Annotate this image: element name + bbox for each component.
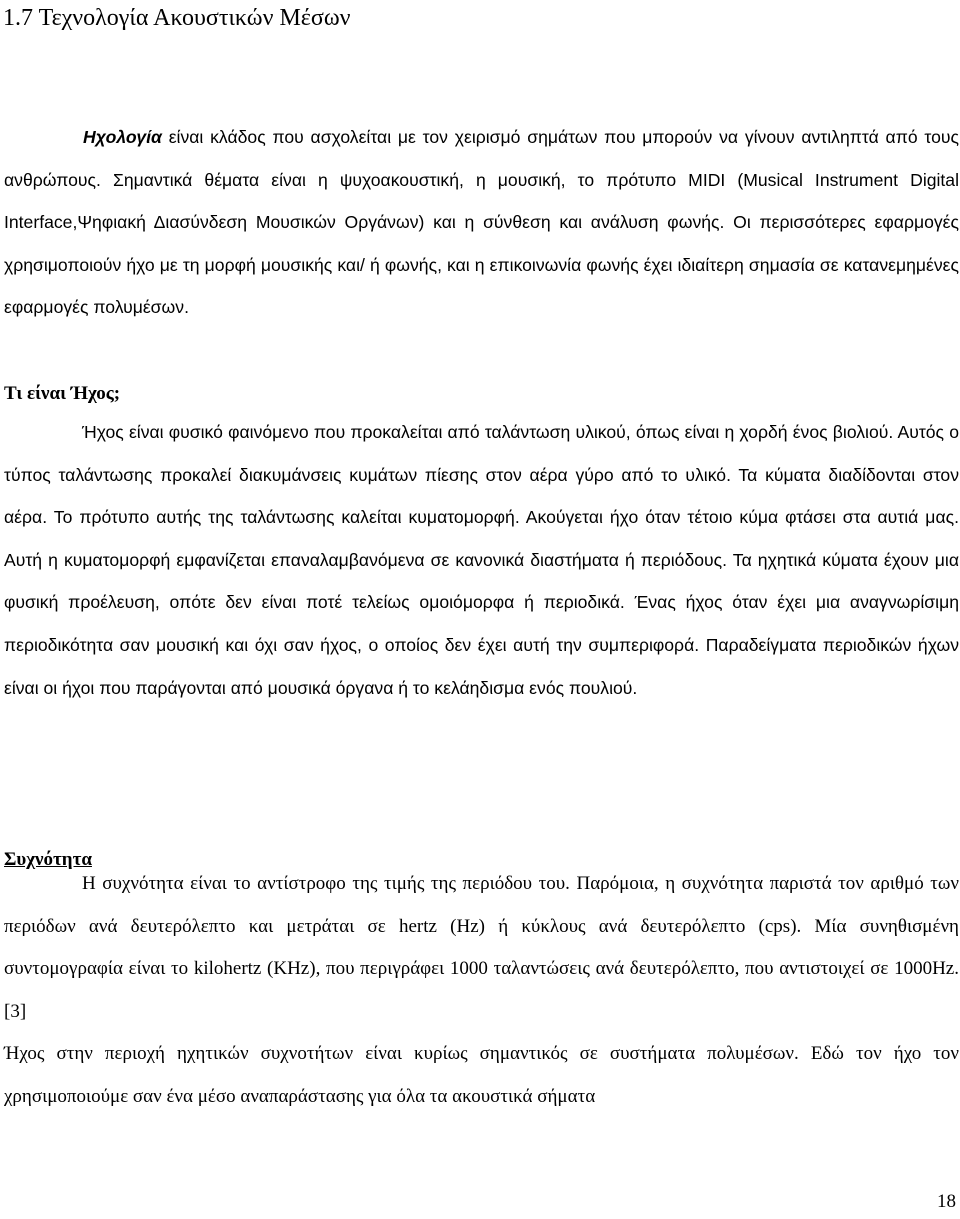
frequency-paragraph-2: Ήχος στην περιοχή ηχητικών συχνοτήτων είναι κυρίως σημαντικός σε συστήματα πολυμέσων. Εδώ τον ήχο τον χρησιμοποιούμε σαν ένα μέσο αναπαράστασης για όλα τα ακουστικά σήματα: [4, 1043, 959, 1107]
sound-heading: Τι είναι Ήχος;: [4, 383, 121, 404]
intro-paragraph: [4, 116, 959, 329]
page-number: 18: [937, 1191, 956, 1212]
frequency-paragraph: Η συχνότητα είναι το αντίστροφο της τιμής της περιόδου του. Παρόμοια, η συχνότητα παριστά τον αριθμό των περιόδων ανά δευτερόλεπτο και μετράται σε hertz (Hz) ή κύκλους ανά δευτερόλεπτο (cps). Μία συνηθισμένη συντομογραφία είναι το kilohertz (KHz), που περιγράφει 1000 ταλαντώσεις ανά δευτερόλεπτο, που αντιστοιχεί σε 1000Hz.[3]: [4, 873, 959, 1022]
intro-text: είναι κλάδος που ασχολείται με τον χειρισμό σημάτων που μπορούν να γίνουν αντιληπτά από τους ανθρώπους. Σημαντικά θέματα είναι η ψυχοακουστική, η μουσική, το πρότυπο MIDI (Musical Instrument Digital Interface,Ψηφιακή Διασύνδεση Μουσικών Οργάνων) και η σύνθεση και ανάλυση φωνής. Οι περισσότερες εφαρμογές χρησιμοποιούν ήχο με τη μορφή μουσικής και/ ή φωνής, και η επικοινωνία φωνής έχει ιδιαίτερη σημασία σε κατανεμημένες εφαρμογές πολυμέσων.: [4, 127, 959, 318]
section-title: 1.7 Τεχνολογία Ακουστικών Μέσων: [3, 5, 351, 31]
intro-term: Ηχολογία: [83, 127, 162, 147]
frequency-heading: Συχνότητα: [4, 849, 92, 870]
sound-paragraph: Ήχος είναι φυσικό φαινόμενο που προκαλείται από ταλάντωση υλικού, όπως είναι η χορδή ένος βιολιού. Αυτός ο τύπος ταλάντωσης προκαλεί διακυμάνσεις κυμάτων πίεσης στον αέρα γύρο από το υλικό. Τα κύματα διαδίδονται στον αέρα. Το πρότυπο αυτής της ταλάντωσης καλείται κυματομορφή. Ακούγεται ήχο όταν τέτοιο κύμα φτάσει στα αυτιά μας. Αυτή η κυματομορφή εμφανίζεται επαναλαμβανόμενα σε κανονικά διαστήματα ή περιόδους. Τα ηχητικά κύματα έχουν μια φυσική προέλευση, οπότε δεν είναι ποτέ τελείως ομοιόμορφα ή περιοδικά. Ένας ήχος όταν έχει μια αναγνωρίσιμη περιοδικότητα σαν μουσική και όχι σαν ήχος, ο οποίος δεν έχει αυτή την συμπεριφορά. Παραδείγματα περιοδικών ήχων είναι οι ήχοι που παράγονται από μουσικά όργανα ή το κελάηδισμα ενός πουλιού.: [4, 422, 959, 698]
